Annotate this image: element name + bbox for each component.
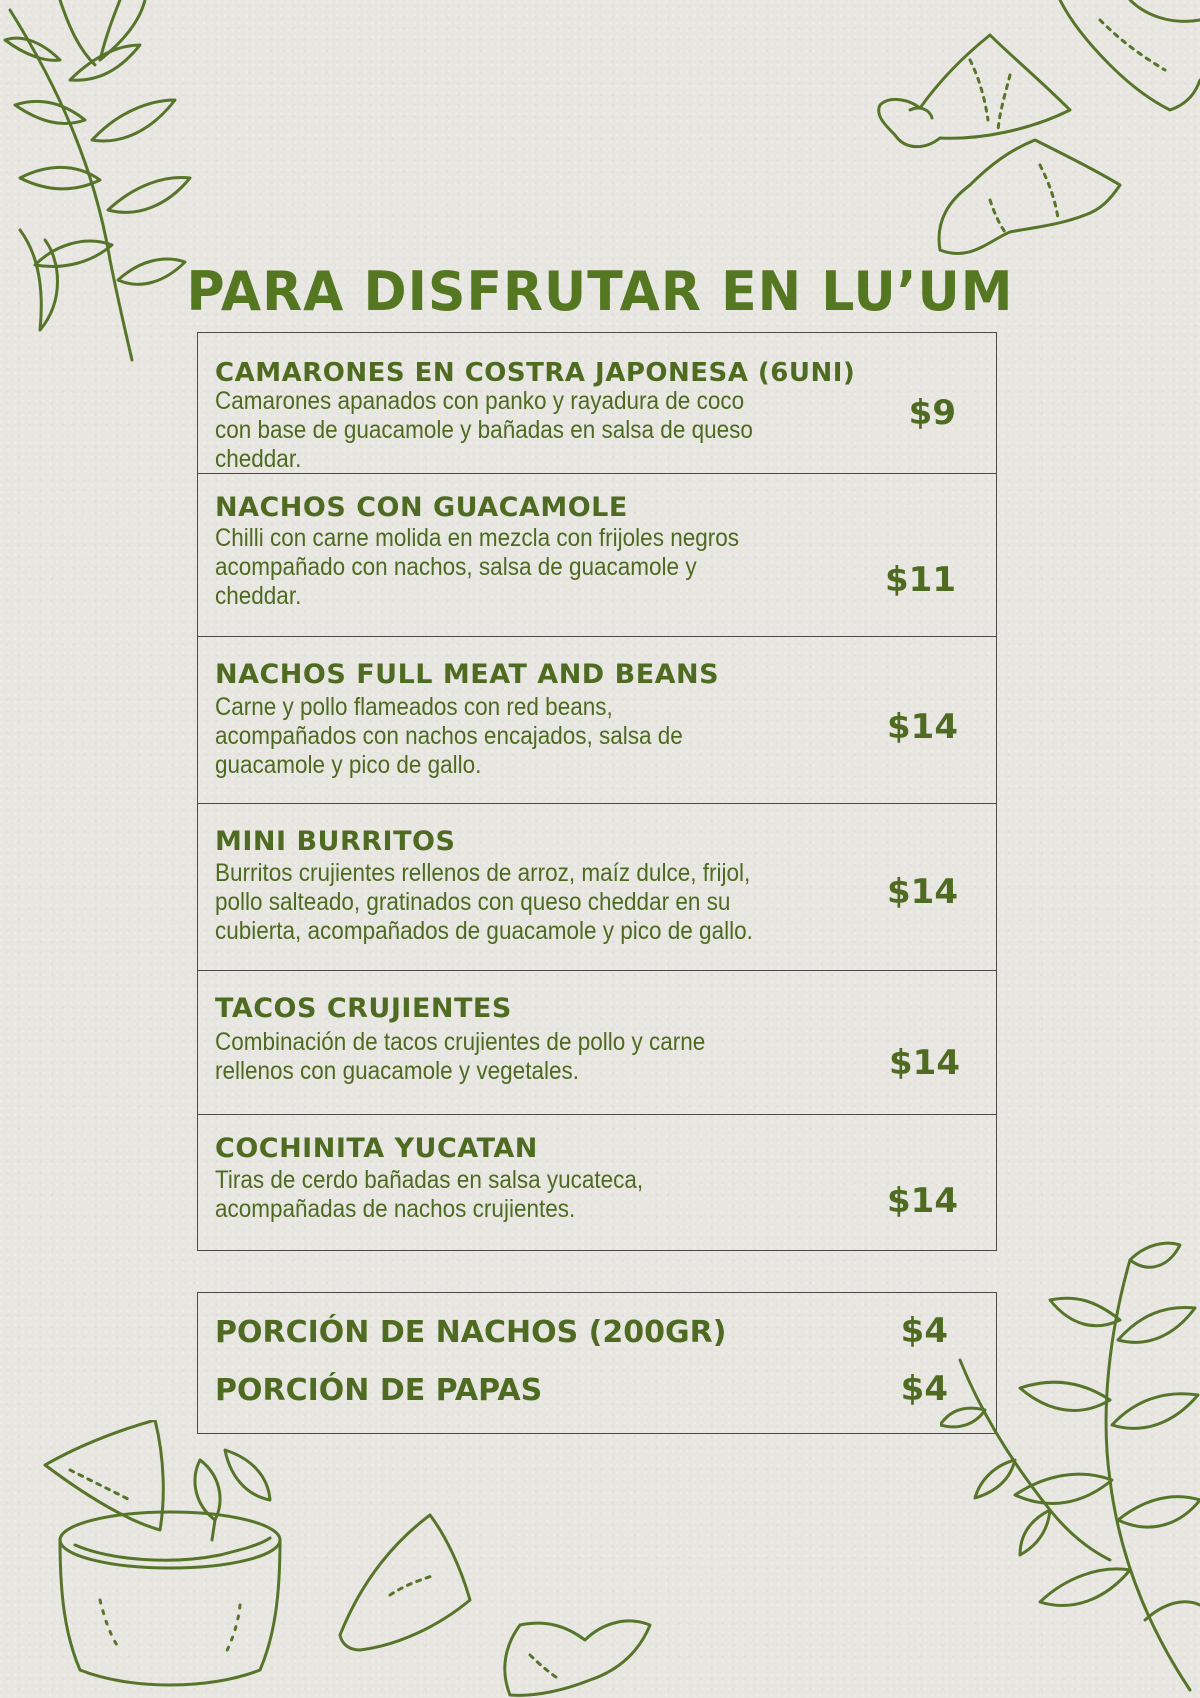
item-name: MINI BURRITOS — [215, 826, 456, 857]
menu-item — [198, 474, 996, 637]
item-name: CAMARONES EN COSTRA JAPONESA (6UNI) — [215, 358, 856, 388]
side-name: PORCIÓN DE NACHOS (200GR) — [215, 1315, 727, 1350]
menu-item — [198, 1115, 996, 1252]
item-description: Carne y pollo flameados con red beans, acompañados con nachos encajados, salsa de guacamole y pico de gallo. — [215, 693, 683, 779]
item-description: Burritos crujientes rellenos de arroz, maíz dulce, frijol, pollo salteado, gratinados con queso cheddar en su cubierta, acompañados de guacamole y pico de gallo. — [215, 859, 753, 945]
guacamole-bowl-icon — [40, 1420, 320, 1698]
item-description: Combinación de tacos crujientes de pollo y carne rellenos con guacamole y vegetales. — [215, 1028, 706, 1085]
item-price: $14 — [887, 707, 958, 747]
item-name: NACHOS CON GUACAMOLE — [215, 492, 628, 523]
item-description: Chilli con carne molida en mezcla con frijoles negros acompañado con nachos, salsa de guacamole y cheddar. — [215, 524, 739, 610]
item-price: $11 — [885, 560, 956, 600]
side-price: $4 — [900, 1369, 948, 1409]
page-title: PARA DISFRUTAR EN LU’UM — [186, 260, 1014, 324]
side-name: PORCIÓN DE PAPAS — [215, 1373, 543, 1408]
item-name: COCHINITA YUCATAN — [215, 1133, 538, 1164]
tortilla-chips-icon — [330, 1475, 680, 1698]
sides-box — [197, 1292, 997, 1434]
leafy-branch-icon — [940, 1230, 1200, 1698]
menu-items-box — [197, 332, 997, 1251]
menu-item — [198, 333, 996, 474]
item-name: NACHOS FULL MEAT AND BEANS — [215, 659, 720, 690]
item-description: Camarones apanados con panko y rayadura de coco con base de guacamole y bañadas en salsa de queso cheddar. — [215, 387, 753, 473]
menu-item — [198, 804, 996, 971]
side-price: $4 — [900, 1311, 948, 1351]
menu-item — [198, 971, 996, 1115]
menu-item — [198, 637, 996, 804]
item-price: $14 — [889, 1043, 960, 1083]
item-price: $9 — [908, 393, 956, 433]
item-price: $14 — [887, 1181, 958, 1221]
item-description: Tiras de cerdo bañadas en salsa yucateca, acompañadas de nachos crujientes. — [215, 1166, 644, 1223]
item-price: $14 — [887, 872, 958, 912]
item-name: TACOS CRUJIENTES — [215, 993, 512, 1024]
tortilla-chips-icon — [870, 0, 1200, 270]
